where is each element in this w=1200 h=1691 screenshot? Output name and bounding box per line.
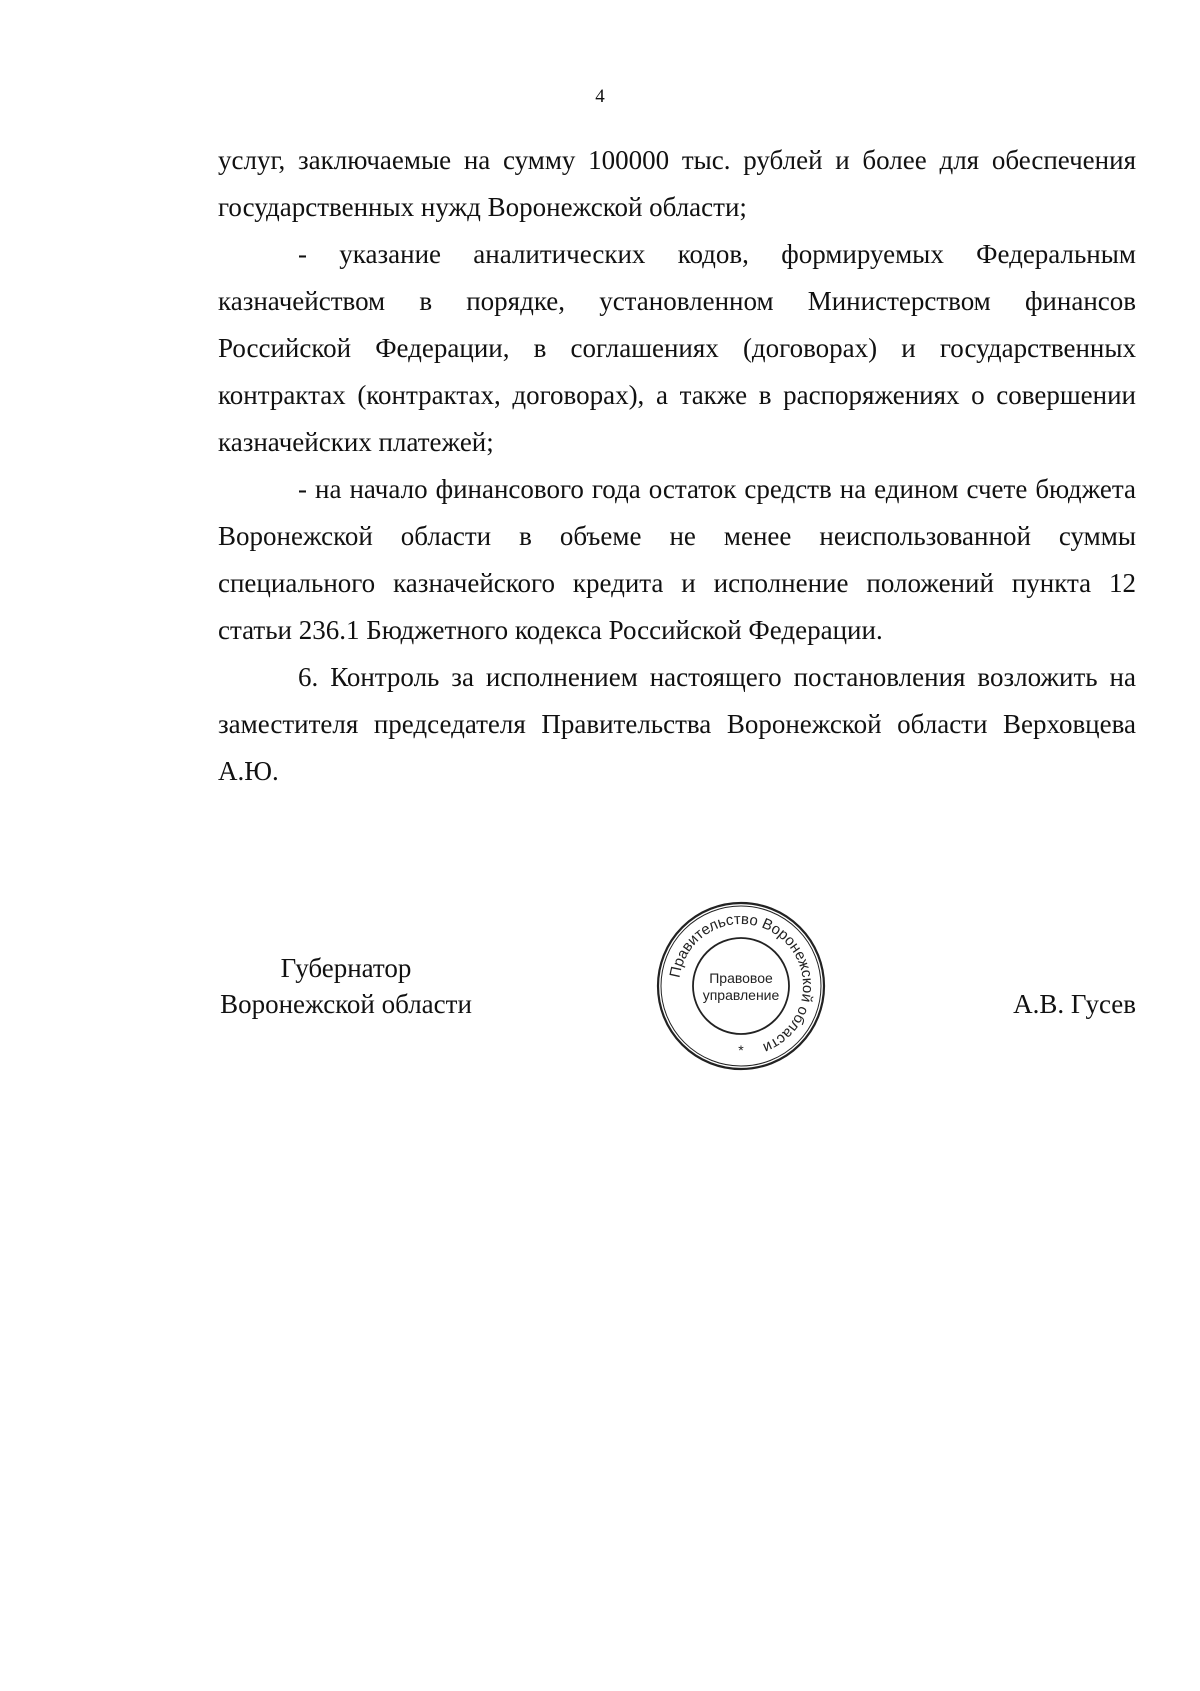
paragraph-3: - на начало финансового года остаток средств на едином счете бюджета Воронежской области в объеме не менее неиспользованной суммы специального казначейского кредита и исполнение положений пункта 12 статьи 236.1 Бюджетного кодекса Российской Федерации.	[218, 474, 1136, 645]
document-body	[218, 137, 1136, 795]
seal-inner-line-1: Правовое	[709, 970, 773, 986]
signatory-title: Губернатор	[280, 953, 412, 983]
seal-inner-line-2: управление	[702, 987, 780, 1003]
signatory-region: Воронежской области	[220, 989, 472, 1019]
paragraph-1: услуг, заключаемые на сумму 100000 тыс. рублей и более для обеспечения государственных нужд Воронежской области;	[218, 145, 1136, 222]
page-number: 4	[595, 86, 605, 107]
official-seal	[655, 900, 827, 1072]
signatory-name: А.В. Гусев	[1013, 989, 1136, 1019]
paragraph-2: - указание аналитических кодов, формируемых Федеральным казначейством в порядке, установленном Министерством финансов Российской Федерации, в соглашениях (договорах) и государственных контрактах (контрактах, договорах), а также в распоряжениях о совершении казначейских платежей;	[218, 239, 1136, 457]
seal-outer-text: Правительство Воронежской области	[666, 910, 817, 1057]
signatory-position	[218, 950, 474, 1022]
seal-star: *	[738, 1042, 744, 1058]
paragraph-4: 6. Контроль за исполнением настоящего постановления возложить на заместителя председателя Правительства Воронежской области Верховцева А.Ю.	[218, 662, 1136, 786]
